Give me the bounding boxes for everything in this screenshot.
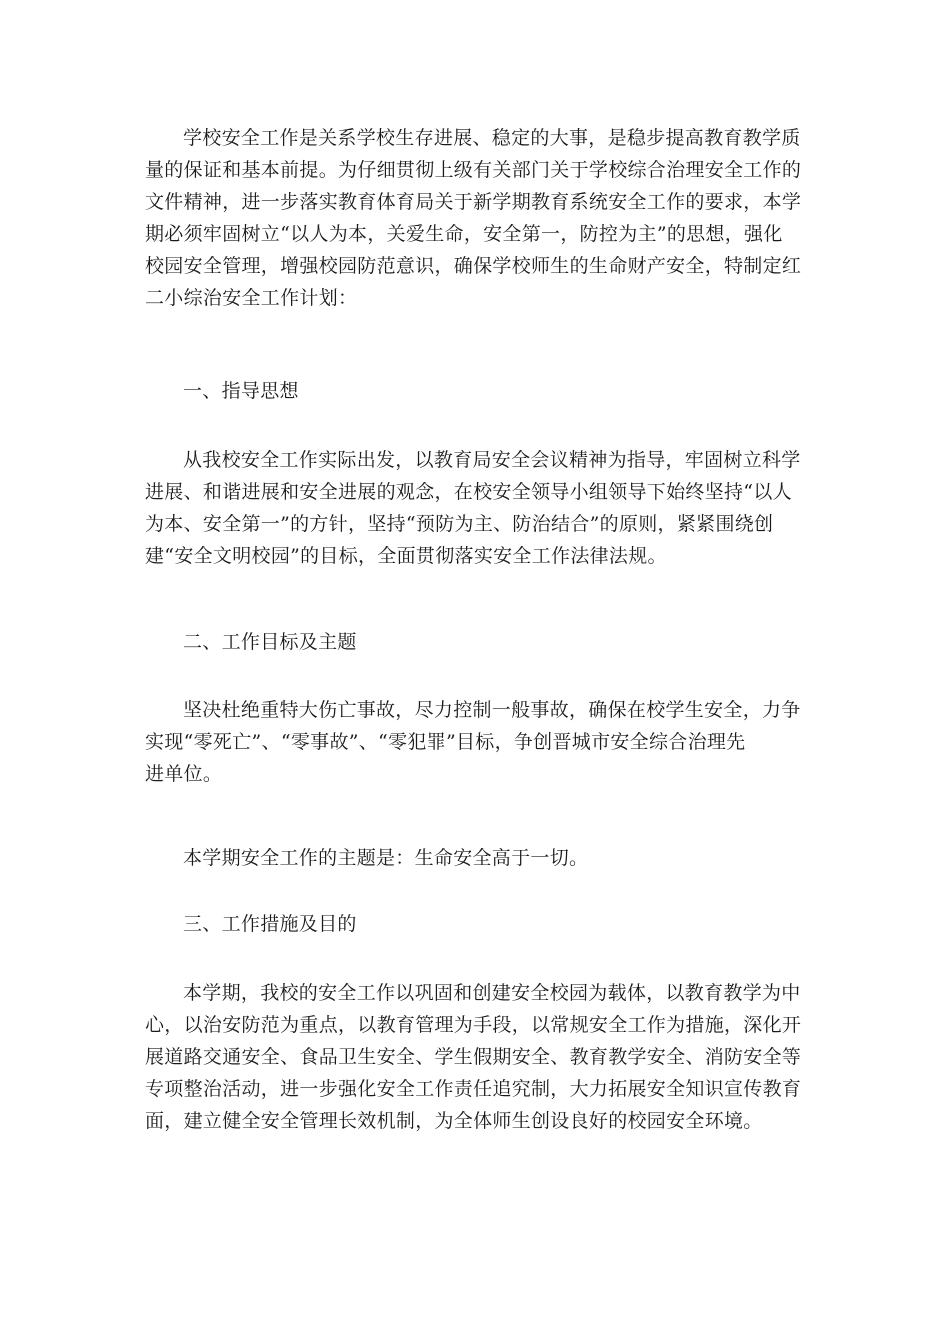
- paragraph-line: 展道路交通安全、食品卫生安全、学生假期安全、教育教学安全、消防安全等: [145, 1046, 802, 1068]
- section-heading: 三、工作措施及目的: [183, 913, 357, 935]
- paragraph-line: 心，以治安防范为重点，以教育管理为手段，以常规安全工作为措施，深化开: [145, 1014, 802, 1036]
- paragraph-line: 本学期安全工作的主题是：生命安全高于一切。: [183, 847, 589, 869]
- paragraph-line: 量的保证和基本前提。为仔细贯彻上级有关部门关于学校综合治理安全工作的: [145, 159, 802, 181]
- paragraph-line: 实现“零死亡”、“零事故”、“零犯罪”目标，争创晋城市安全综合治理先: [145, 731, 746, 753]
- section-heading: 一、指导思想: [183, 380, 299, 402]
- paragraph-line: 学校安全工作是关系学校生存进展、稳定的大事，是稳步提高教育教学质: [183, 127, 801, 149]
- paragraph-line: 从我校安全工作实际出发，以教育局安全会议精神为指导，牢固树立科学: [183, 449, 801, 471]
- paragraph-line: 文件精神，进一步落实教育体育局关于新学期教育系统安全工作的要求，本学: [145, 191, 802, 213]
- paragraph-line: 建“安全文明校园”的目标，全面贯彻落实安全工作法律法规。: [145, 545, 667, 567]
- goals-paragraph: [145, 694, 805, 790]
- theme-paragraph: [145, 842, 805, 874]
- measures-paragraph: [145, 977, 805, 1137]
- section-heading: 二、工作目标及主题: [183, 631, 357, 653]
- intro-paragraph: [145, 122, 805, 314]
- paragraph-line: 进展、和谐进展和安全进展的观念，在校安全领导小组领导下始终坚持“以人: [145, 481, 792, 503]
- section-heading-guiding-ideology: [145, 375, 805, 407]
- section-heading-goals: [145, 626, 805, 658]
- section-heading-measures: [145, 908, 805, 940]
- paragraph-line: 坚决杜绝重特大伤亡事故，尽力控制一般事故，确保在校学生安全，力争: [183, 699, 801, 721]
- paragraph-line: 校园安全管理，增强校园防范意识，确保学校师生的生命财产安全，特制定红: [145, 255, 802, 277]
- paragraph-line: 为本、安全第一”的方针，坚持“预防为主、防治结合”的原则，紧紧围绕创: [145, 513, 774, 535]
- paragraph-line: 进单位。: [145, 763, 223, 785]
- paragraph-line: 专项整治活动，进一步强化安全工作责任追究制，大力拓展安全知识宣传教育: [145, 1078, 802, 1100]
- paragraph-line: 二小综治安全工作计划：: [145, 287, 358, 309]
- paragraph-line: 本学期，我校的安全工作以巩固和创建安全校园为载体，以教育教学为中: [183, 982, 801, 1004]
- paragraph-line: 期必须牢固树立“以人为本，关爱生命，安全第一，防控为主”的思想，强化: [145, 223, 783, 245]
- guiding-ideology-paragraph: [145, 444, 805, 572]
- paragraph-line: 面，建立健全安全管理长效机制，为全体师生创设良好的校园安全环境。: [145, 1110, 763, 1132]
